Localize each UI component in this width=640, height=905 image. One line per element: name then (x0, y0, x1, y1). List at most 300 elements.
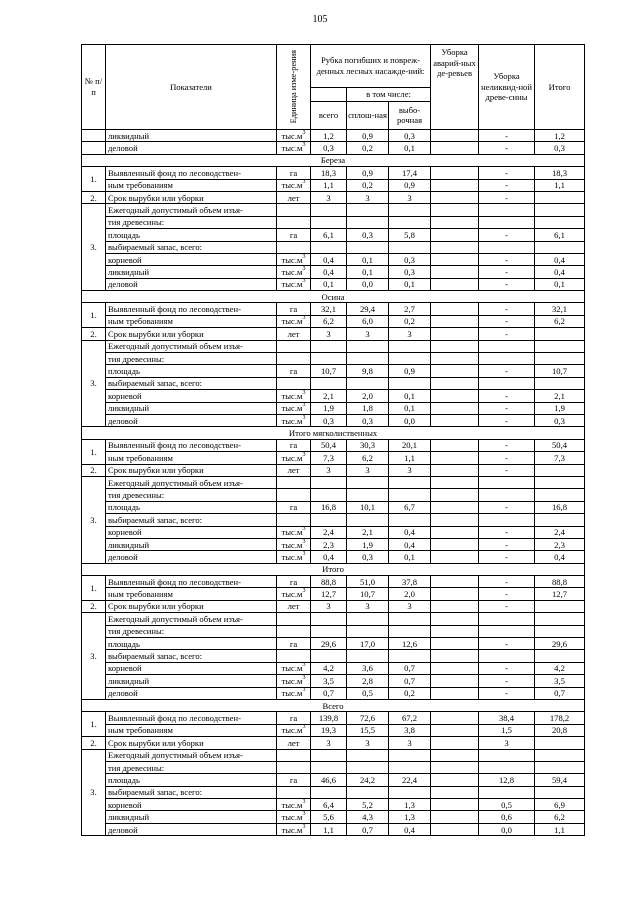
cell-emergency (431, 303, 479, 315)
cell-emergency (431, 538, 479, 550)
cell-total: 2,3 (311, 538, 347, 550)
row-label: Выявленный фонд по лесоводствен- (106, 167, 277, 179)
cell-clear: 3 (347, 600, 389, 612)
cell-clear (347, 241, 389, 253)
cell-emergency (431, 353, 479, 365)
row-unit (277, 625, 311, 637)
cell-clear: 29,4 (347, 303, 389, 315)
cell-illiquid (479, 749, 535, 761)
cell-illiquid: 3 (479, 737, 535, 749)
cell-total: 0,4 (311, 253, 347, 265)
cell-emergency (431, 191, 479, 203)
unit-text: га (289, 576, 298, 587)
cell-total: 7,3 (311, 452, 347, 464)
cell-emergency (431, 167, 479, 179)
cell-selective (389, 514, 431, 526)
cell-emergency (431, 489, 479, 501)
cell-total: 5,6 (311, 811, 347, 823)
row-label: Ежегодный допустимый объем изъя- (106, 476, 277, 488)
row-unit (277, 786, 311, 798)
table-row (82, 402, 585, 414)
row-label: Срок вырубки или уборки (106, 600, 277, 612)
cell-selective: 17,4 (389, 167, 431, 179)
cell-emergency (431, 761, 479, 773)
cell-selective: 0,1 (389, 142, 431, 154)
row-unit (277, 402, 311, 414)
row-label: ным требованиям (106, 724, 277, 736)
col-header-selective: выбо-рочная (389, 101, 431, 129)
row-unit (277, 315, 311, 327)
cell-emergency (431, 551, 479, 563)
cell-sum: 178,2 (535, 712, 585, 724)
unit-text: лет (287, 192, 300, 203)
cell-emergency (431, 638, 479, 650)
cell-selective (389, 786, 431, 798)
unit-text: тыс.м (281, 675, 303, 686)
row-number: 3. (82, 749, 106, 836)
col-header-sum: Итого (535, 45, 585, 130)
table-header (82, 45, 585, 130)
cell-emergency (431, 476, 479, 488)
cell-emergency (431, 142, 479, 154)
cell-illiquid: - (479, 315, 535, 327)
cell-selective: 5,8 (389, 229, 431, 241)
cell-total: 46,6 (311, 774, 347, 786)
cell-illiquid (479, 650, 535, 662)
unit-text: тыс.м (281, 539, 303, 550)
cell-illiquid: - (479, 402, 535, 414)
unit-superscript: 3 (302, 823, 306, 830)
unit-superscript: 3 (302, 142, 306, 149)
cell-total: 3 (311, 191, 347, 203)
table-row (82, 303, 585, 315)
table-row (82, 724, 585, 736)
cell-illiquid: - (479, 191, 535, 203)
row-label: выбираемый запас, всего: (106, 241, 277, 253)
cell-emergency (431, 328, 479, 340)
cell-selective (389, 761, 431, 773)
table-row (82, 191, 585, 203)
cell-illiquid: 12,8 (479, 774, 535, 786)
row-label: тия древесины: (106, 353, 277, 365)
row-label: ликвидный (106, 130, 277, 142)
cell-total: 3 (311, 464, 347, 476)
cell-sum: 1,1 (535, 823, 585, 835)
cell-illiquid: 0,6 (479, 811, 535, 823)
cell-selective (389, 216, 431, 228)
cell-total: 3 (311, 737, 347, 749)
table-row (82, 414, 585, 426)
cell-selective: 37,8 (389, 576, 431, 588)
cell-sum: 1,9 (535, 402, 585, 414)
cell-clear: 0,1 (347, 266, 389, 278)
cell-selective (389, 650, 431, 662)
unit-superscript: 3 (302, 315, 306, 322)
cell-total: 50,4 (311, 439, 347, 451)
row-label: Срок вырубки или уборки (106, 328, 277, 340)
unit-text: га (289, 502, 298, 513)
unit-text: га (289, 167, 298, 178)
unit-superscript: 3 (302, 129, 306, 136)
cell-illiquid (479, 204, 535, 216)
row-label: Выявленный фонд по лесоводствен- (106, 576, 277, 588)
cell-total: 3 (311, 600, 347, 612)
cell-illiquid: 0,0 (479, 823, 535, 835)
forest-felling-table (81, 44, 585, 836)
cell-clear: 5,2 (347, 799, 389, 811)
unit-text: тыс.м (281, 799, 303, 810)
cell-emergency (431, 662, 479, 674)
row-label: корневой (106, 799, 277, 811)
col-header-illiquid: Уборка неликвид-ной древе-сины (479, 45, 535, 130)
row-label: площадь (106, 774, 277, 786)
cell-sum (535, 749, 585, 761)
row-label: Срок вырубки или уборки (106, 464, 277, 476)
unit-text: тыс.м (281, 415, 303, 426)
row-number: 1. (82, 439, 106, 464)
cell-emergency (431, 737, 479, 749)
row-unit (277, 687, 311, 699)
cell-emergency (431, 625, 479, 637)
cell-sum: 2,4 (535, 526, 585, 538)
col-header-unit-text: Единица изме-рения (288, 50, 298, 124)
cell-illiquid (479, 476, 535, 488)
unit-superscript: 3 (302, 724, 306, 731)
cell-illiquid (479, 761, 535, 773)
row-number: 1. (82, 303, 106, 328)
cell-emergency (431, 179, 479, 191)
table-row (82, 638, 585, 650)
row-label: тия древесины: (106, 489, 277, 501)
table-row (82, 142, 585, 154)
row-unit (277, 613, 311, 625)
row-unit (277, 303, 311, 315)
table-row (82, 253, 585, 265)
row-number: 1. (82, 167, 106, 192)
row-unit (277, 377, 311, 389)
cell-emergency (431, 600, 479, 612)
cell-selective: 0,1 (389, 402, 431, 414)
cell-clear: 0,9 (347, 167, 389, 179)
row-unit (277, 675, 311, 687)
cell-illiquid (479, 625, 535, 637)
cell-sum (535, 204, 585, 216)
table-row (82, 365, 585, 377)
row-label: Ежегодный допустимый объем изъя- (106, 340, 277, 352)
cell-total: 6,4 (311, 799, 347, 811)
cell-emergency (431, 340, 479, 352)
col-header-total: всего (311, 101, 347, 129)
unit-text: лет (287, 737, 300, 748)
row-label: площадь (106, 638, 277, 650)
row-label: ликвидный (106, 538, 277, 550)
cell-sum: 6,1 (535, 229, 585, 241)
cell-total: 4,2 (311, 662, 347, 674)
row-label: корневой (106, 662, 277, 674)
unit-text: тыс.м (281, 316, 303, 327)
cell-total: 139,8 (311, 712, 347, 724)
cell-selective: 0,9 (389, 179, 431, 191)
cell-total: 18,3 (311, 167, 347, 179)
table-row (82, 340, 585, 352)
cell-total: 1,9 (311, 402, 347, 414)
cell-clear (347, 353, 389, 365)
cell-selective (389, 749, 431, 761)
cell-clear (347, 204, 389, 216)
col-header-unit (277, 45, 311, 130)
cell-illiquid (479, 241, 535, 253)
cell-clear: 0,5 (347, 687, 389, 699)
table-row (82, 216, 585, 228)
cell-clear: 10,1 (347, 501, 389, 513)
cell-total: 16,8 (311, 501, 347, 513)
table-row (82, 774, 585, 786)
row-label: деловой (106, 142, 277, 154)
cell-total (311, 340, 347, 352)
unit-superscript: 3 (302, 538, 306, 545)
cell-total: 29,6 (311, 638, 347, 650)
row-unit (277, 724, 311, 736)
cell-total: 88,8 (311, 576, 347, 588)
cell-clear: 2,0 (347, 390, 389, 402)
cell-selective: 0,3 (389, 253, 431, 265)
table-row (82, 229, 585, 241)
cell-emergency (431, 377, 479, 389)
cell-clear: 0,1 (347, 253, 389, 265)
cell-total: 0,4 (311, 551, 347, 563)
cell-clear: 0,3 (347, 414, 389, 426)
cell-total: 12,7 (311, 588, 347, 600)
col-header-clear: сплош-ная (347, 101, 389, 129)
cell-illiquid: - (479, 600, 535, 612)
row-unit (277, 650, 311, 662)
row-unit (277, 538, 311, 550)
cell-total: 0,7 (311, 687, 347, 699)
cell-selective: 0,4 (389, 823, 431, 835)
cell-illiquid: 38,4 (479, 712, 535, 724)
cell-sum: 0,7 (535, 687, 585, 699)
unit-text: га (289, 366, 298, 377)
cell-illiquid: - (479, 662, 535, 674)
cell-emergency (431, 241, 479, 253)
cell-clear: 2,1 (347, 526, 389, 538)
row-label: Ежегодный допустимый объем изъя- (106, 613, 277, 625)
cell-illiquid: - (479, 390, 535, 402)
row-unit (277, 266, 311, 278)
table-row (82, 328, 585, 340)
cell-sum: 3,5 (535, 675, 585, 687)
row-number: 3. (82, 204, 106, 291)
section-title: Береза (82, 154, 585, 166)
row-unit (277, 241, 311, 253)
cell-illiquid: - (479, 675, 535, 687)
cell-sum (535, 489, 585, 501)
cell-clear (347, 216, 389, 228)
unit-text: га (289, 229, 298, 240)
table-row (82, 600, 585, 612)
cell-illiquid (479, 353, 535, 365)
row-label: Выявленный фонд по лесоводствен- (106, 303, 277, 315)
cell-total (311, 786, 347, 798)
cell-clear: 3 (347, 464, 389, 476)
cell-sum (535, 216, 585, 228)
cell-clear: 51,0 (347, 576, 389, 588)
cell-sum: 10,7 (535, 365, 585, 377)
cell-clear: 4,3 (347, 811, 389, 823)
cell-sum: 12,7 (535, 588, 585, 600)
cell-selective (389, 340, 431, 352)
cell-total (311, 650, 347, 662)
row-unit (277, 229, 311, 241)
cell-total: 10,7 (311, 365, 347, 377)
table-row (82, 489, 585, 501)
cell-sum: 16,8 (535, 501, 585, 513)
row-unit (277, 811, 311, 823)
table-row (82, 650, 585, 662)
col-header-num: № п/п (82, 45, 106, 130)
cell-emergency (431, 799, 479, 811)
cell-sum (535, 191, 585, 203)
row-label: тия древесины: (106, 625, 277, 637)
row-number (82, 130, 106, 142)
cell-sum (535, 340, 585, 352)
table-row (82, 130, 585, 142)
cell-total (311, 489, 347, 501)
row-number: 2. (82, 737, 106, 749)
row-unit (277, 191, 311, 203)
table-row (82, 390, 585, 402)
row-label: деловой (106, 551, 277, 563)
cell-selective: 3 (389, 464, 431, 476)
cell-clear: 10,7 (347, 588, 389, 600)
cell-sum (535, 241, 585, 253)
table-row (82, 662, 585, 674)
cell-sum (535, 476, 585, 488)
cell-emergency (431, 390, 479, 402)
unit-superscript: 3 (302, 550, 306, 557)
table-row (82, 811, 585, 823)
cell-emergency (431, 514, 479, 526)
cell-emergency (431, 823, 479, 835)
unit-superscript: 3 (302, 662, 306, 669)
cell-emergency (431, 439, 479, 451)
cell-selective: 0,2 (389, 315, 431, 327)
cell-clear: 0,2 (347, 142, 389, 154)
unit-text: га (289, 712, 298, 723)
cell-illiquid: - (479, 365, 535, 377)
cell-total (311, 761, 347, 773)
section-title: Всего (82, 699, 585, 711)
cell-clear: 0,3 (347, 229, 389, 241)
cell-illiquid: - (479, 526, 535, 538)
row-number: 2. (82, 600, 106, 612)
cell-selective: 0,1 (389, 278, 431, 290)
cell-clear (347, 761, 389, 773)
cell-illiquid: - (479, 551, 535, 563)
cell-emergency (431, 130, 479, 142)
cell-selective: 3 (389, 328, 431, 340)
row-unit (277, 712, 311, 724)
row-number: 3. (82, 340, 106, 427)
table-row (82, 439, 585, 451)
cell-sum (535, 464, 585, 476)
cell-sum: 59,4 (535, 774, 585, 786)
row-label: корневой (106, 390, 277, 402)
cell-clear: 15,5 (347, 724, 389, 736)
row-label: корневой (106, 526, 277, 538)
cell-illiquid: - (479, 452, 535, 464)
cell-clear (347, 625, 389, 637)
row-unit (277, 340, 311, 352)
row-label: ликвидный (106, 266, 277, 278)
cell-sum (535, 377, 585, 389)
row-label: деловой (106, 414, 277, 426)
cell-total: 3,5 (311, 675, 347, 687)
cell-clear (347, 749, 389, 761)
cell-selective: 3 (389, 600, 431, 612)
table-row (82, 799, 585, 811)
cell-selective: 20,1 (389, 439, 431, 451)
row-label: Выявленный фонд по лесоводствен- (106, 439, 277, 451)
table-row (82, 476, 585, 488)
cell-illiquid: - (479, 266, 535, 278)
table-row (82, 761, 585, 773)
row-label: площадь (106, 365, 277, 377)
row-label: деловой (106, 278, 277, 290)
row-label: Ежегодный допустимый объем изъя- (106, 749, 277, 761)
cell-illiquid: - (479, 167, 535, 179)
cell-total: 19,3 (311, 724, 347, 736)
cell-emergency (431, 253, 479, 265)
unit-superscript: 3 (302, 798, 306, 805)
unit-text: тыс.м (281, 279, 303, 290)
cell-selective (389, 625, 431, 637)
cell-selective: 3 (389, 737, 431, 749)
cell-illiquid: - (479, 464, 535, 476)
row-number: 3. (82, 476, 106, 563)
unit-text: га (289, 440, 298, 451)
row-unit (277, 588, 311, 600)
cell-clear: 17,0 (347, 638, 389, 650)
cell-selective (389, 489, 431, 501)
row-unit (277, 774, 311, 786)
row-label: деловой (106, 823, 277, 835)
cell-total: 2,1 (311, 390, 347, 402)
cell-total: 6,1 (311, 229, 347, 241)
cell-selective (389, 613, 431, 625)
cell-emergency (431, 278, 479, 290)
cell-illiquid: - (479, 538, 535, 550)
cell-total (311, 613, 347, 625)
cell-emergency (431, 687, 479, 699)
table-row (82, 204, 585, 216)
cell-emergency (431, 365, 479, 377)
row-number (82, 142, 106, 154)
cell-selective: 67,2 (389, 712, 431, 724)
cell-selective (389, 241, 431, 253)
unit-text: тыс.м (281, 403, 303, 414)
cell-total: 3 (311, 328, 347, 340)
cell-sum (535, 625, 585, 637)
table-row (82, 464, 585, 476)
cell-emergency (431, 724, 479, 736)
cell-sum: 6,9 (535, 799, 585, 811)
cell-total: 32,1 (311, 303, 347, 315)
cell-emergency (431, 266, 479, 278)
row-unit (277, 489, 311, 501)
row-label: выбираемый запас, всего: (106, 514, 277, 526)
row-unit (277, 130, 311, 142)
